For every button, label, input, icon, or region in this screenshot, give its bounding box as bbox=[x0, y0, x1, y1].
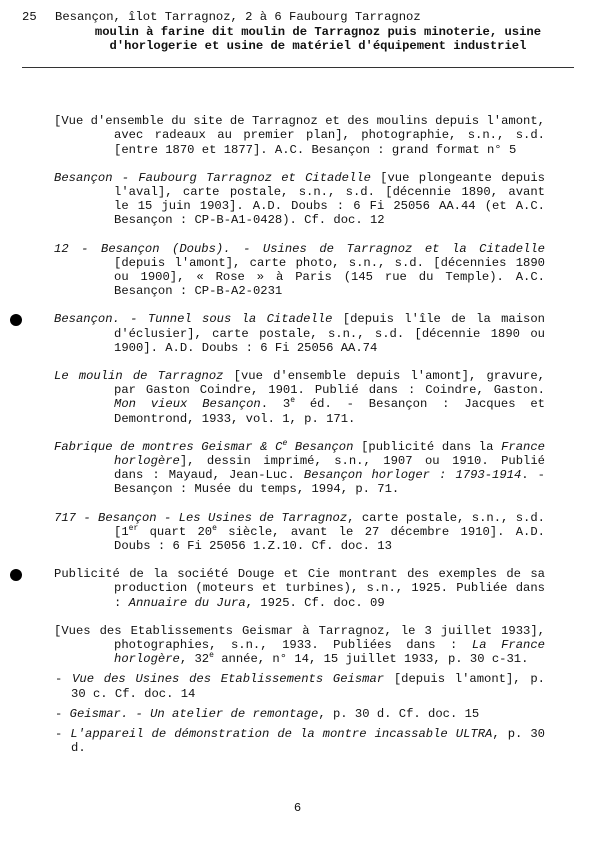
list-item bbox=[54, 440, 545, 497]
entry-title: L'appareil de démonstration de la montre incassable ULTRA bbox=[70, 727, 493, 742]
entry-title: Fabrique de montres Geismar & C bbox=[54, 439, 283, 454]
list-item bbox=[54, 312, 545, 355]
entry-title: Vue des Usines des Etablissements Geismar bbox=[72, 672, 385, 687]
entry-title: 12 - Besançon (Doubs). - Usines de Tarragnoz et la Citadelle bbox=[54, 241, 545, 256]
superscript: e bbox=[212, 523, 217, 533]
entry-title: Tunnel sous la Citadelle bbox=[147, 312, 333, 327]
sub-list bbox=[0, 672, 545, 755]
entry-title: 717 - Besançon - Les Usines de Tarragnoz bbox=[54, 510, 348, 525]
sub-list-item bbox=[0, 672, 545, 700]
superscript: e bbox=[209, 651, 214, 661]
superscript: e bbox=[282, 438, 288, 448]
entry-publication-title: La France horlogère bbox=[114, 638, 545, 667]
entry-text: , p. 30 d. Cf. doc. 15 bbox=[318, 706, 480, 721]
superscript: e bbox=[290, 396, 296, 406]
list-item bbox=[54, 511, 545, 554]
sub-list-item bbox=[0, 727, 545, 755]
entry-text: . - Besançon : Musée du temps, 1994, p. 71. bbox=[114, 468, 545, 497]
record-subtitle-line-1: moulin à farine dit moulin de Tarragnoz puis minoterie, usine bbox=[94, 25, 542, 39]
entry-text: , p. 30 d. bbox=[71, 727, 545, 756]
entry-title-prefix: Besançon. - bbox=[54, 312, 148, 327]
entry-text: , carte postale, s.n., s.d. [1 bbox=[114, 510, 545, 539]
record-place: Besançon, îlot Tarragnoz, 2 à 6 Faubourg Tarragnoz bbox=[55, 10, 421, 24]
superscript: er bbox=[128, 523, 139, 533]
entry-text: [Vues des Etablissements Geismar à Tarragnoz, le 3 juillet 1933], photographies, s.n., 1933. Publiées dans : bbox=[54, 623, 545, 653]
entry-text: année, n° 14, 15 juillet 1933, p. 30 c-31. bbox=[213, 652, 529, 667]
header-divider bbox=[22, 67, 574, 68]
entry-publication-title: Annuaire du Jura bbox=[128, 595, 246, 610]
dash: - bbox=[55, 706, 63, 721]
entry-title: Besançon bbox=[287, 439, 354, 454]
list-item bbox=[54, 624, 545, 667]
entry-text: [depuis l'amont], p. 30 c. Cf. doc. 14 bbox=[71, 672, 545, 701]
entry-text: [publicité dans la bbox=[353, 439, 502, 454]
entry-text: [depuis l'île de la maison d'éclusier], carte postale, s.n., s.d. [décennie 1890 ou 1900]. A.D. Doubs : 6 Fi 25056 AA.74 bbox=[114, 312, 546, 355]
dash: - bbox=[55, 727, 63, 742]
entry-title: Besançon - Faubourg Tarragnoz et Citadelle bbox=[54, 170, 371, 185]
list-item bbox=[54, 242, 545, 299]
entry-text: quart 20 bbox=[138, 524, 213, 539]
entry-text: éd. - Besançon : Jacques et Demontrond, 1933, vol. 1, p. 171. bbox=[114, 397, 545, 426]
entry-publication-title: France horlogère bbox=[114, 439, 545, 469]
entry-text: [Vue d'ensemble du site de Tarragnoz et des moulins depuis l'amont, avec radeaux au premier plan], photographie, s.n., s.d. [entre 1870 et 1877]. A.C. Besançon : grand format n° 5 bbox=[54, 114, 545, 157]
entry-publication-title: Mon vieux Besançon bbox=[114, 397, 261, 412]
record-number: 25 bbox=[22, 10, 37, 24]
entry-text: , 1925. Cf. doc. 09 bbox=[245, 595, 385, 610]
page-header bbox=[22, 10, 574, 53]
bullet-icon bbox=[10, 314, 22, 326]
entry-text: siècle, avant le 27 décembre 1910]. A.D. Doubs : 6 Fi 25056 1.Z.10. Cf. doc. 13 bbox=[114, 524, 545, 554]
entry-text: [vue d'ensemble depuis l'amont], gravure, par Gaston Coindre, 1901. Publié dans : Coindre, Gaston. bbox=[114, 369, 545, 398]
entry-text: [vue plongeante depuis l'aval], carte postale, s.n., s.d. [décennie 1890, avant le 15 juin 1903]. A.D. Doubs : 6 Fi 25056 AA.44 (et A.C. Besançon : CP-B-A1-0428). Cf. doc. 12 bbox=[114, 170, 545, 228]
list-item bbox=[54, 114, 545, 157]
list-item bbox=[54, 171, 545, 228]
entry-text: , 32 bbox=[179, 652, 210, 667]
bibliography-list bbox=[54, 102, 545, 762]
list-item bbox=[54, 369, 545, 426]
sub-list-item bbox=[0, 707, 545, 721]
entry-title: Le moulin de Tarragnoz bbox=[54, 369, 224, 384]
entry-title: Geismar. - Un atelier de remontage bbox=[69, 706, 319, 721]
list-item bbox=[54, 567, 545, 610]
record-subtitle bbox=[22, 25, 574, 53]
entry-text: . 3 bbox=[260, 397, 291, 412]
record-subtitle-line-2: d'horlogerie et usine de matériel d'équipement industriel bbox=[109, 39, 527, 53]
entry-publication-title: Besançon horloger : 1793-1914 bbox=[303, 468, 522, 483]
dash: - bbox=[55, 672, 63, 687]
entry-text: Publicité de la société Douge et Cie montrant des exemples de sa production (moteurs et turbines), s.n., 1925. Publiée dans : bbox=[54, 567, 545, 610]
page-number: 6 bbox=[293, 801, 302, 815]
entry-text: ], dessin imprimé, s.n., 1907 ou 1910. Publié dans : Mayaud, Jean-Luc. bbox=[114, 454, 545, 483]
bullet-icon bbox=[10, 569, 22, 581]
entry-text: [depuis l'amont], carte photo, s.n., s.d. [décennies 1890 ou 1900], « Rose » à Paris (145 rue du Temple). A.C. Besançon : CP-B-A2-0231 bbox=[114, 255, 545, 299]
